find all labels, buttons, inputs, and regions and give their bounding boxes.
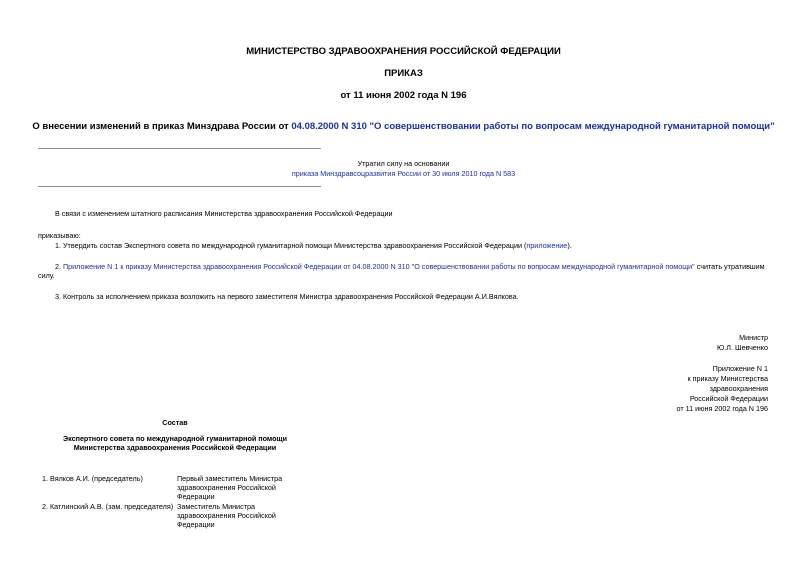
item-3: 3. Контроль за исполнением приказа возложить на первого заместителя Министра здравоохранения Российской Федерации А.И.Вялкова.: [55, 292, 519, 301]
repeal-order-link[interactable]: приказа Минздравсоцразвития России от 30 июля 2010 года N 583: [291, 169, 516, 178]
item-2-end: считать утратившим силу.: [38, 262, 765, 280]
member-name: 1. Вялков А.И. (председатель): [42, 474, 143, 483]
document-date: от 11 июня 2002 года N 196: [340, 90, 467, 101]
ministry-title: МИНИСТЕРСТВО ЗДРАВООХРАНЕНИЯ РОССИЙСКОЙ ФЕДЕРАЦИИ: [246, 46, 561, 57]
order-word: приказываю:: [38, 231, 81, 240]
member-position-line: Федерации: [177, 492, 215, 501]
appendix-line-2: здравоохранения: [709, 384, 768, 393]
document-title: [0, 121, 807, 132]
signature-role: Министр: [739, 333, 768, 342]
member-position-line: здравоохранения Российской: [177, 511, 276, 520]
item-1: [55, 241, 572, 250]
title-prefix: О внесении изменений в приказ Минздрава России от: [32, 121, 292, 132]
item-2-number: 2.: [55, 262, 63, 271]
appendix-line-1: к приказу Министерства: [687, 374, 768, 383]
preamble: В связи с изменением штатного расписания Министерства здравоохранения Российской Федерации: [55, 209, 393, 218]
status-note: Утратил силу на основании: [357, 159, 450, 168]
member-position-line: Федерации: [177, 520, 215, 529]
composition-subheading-1: Экспертного совета по международной гуманитарной помощи: [62, 434, 287, 443]
repealed-appendix-link[interactable]: Приложение N 1 к приказу Министерства здравоохранения Российской Федерации от 04.08.2000 N 310 "О совершенствовании работы по вопросам международной гуманитарной помощи": [63, 262, 695, 271]
member-name: 2. Катлинский А.В. (зам. председателя): [42, 502, 174, 511]
member-position: [177, 474, 282, 501]
amended-order-link[interactable]: 04.08.2000 N 310 "О совершенствовании работы по вопросам международной гуманитарной помощи": [291, 121, 775, 132]
status-top-rule: [38, 148, 321, 149]
appendix-line-3: Российской Федерации: [689, 394, 768, 403]
member-position-line: здравоохранения Российской: [177, 483, 276, 492]
appendix-title: Приложение N 1: [712, 364, 768, 373]
item-1-text: 1. Утвердить состав Экспертного совета по международной гуманитарной помощи Министерства здравоохранения Российской Федерации (: [55, 241, 527, 250]
signature-name: Ю.Л. Шевченко: [717, 343, 768, 352]
member-position-line: Заместитель Министра: [177, 502, 255, 511]
member-position-line: Первый заместитель Министра: [177, 474, 283, 483]
composition-subheading-2: Министерства здравоохранения Российской Федерации: [73, 443, 277, 452]
document-type: ПРИКАЗ: [384, 68, 423, 79]
item-2: [38, 262, 772, 280]
appendix-link[interactable]: приложение: [526, 241, 568, 250]
member-position: [177, 502, 276, 529]
composition-heading: Состав: [162, 418, 188, 427]
status-bottom-rule: [38, 186, 321, 187]
item-1-end: ).: [567, 241, 572, 250]
appendix-line-4: от 11 июня 2002 года N 196: [676, 404, 768, 413]
